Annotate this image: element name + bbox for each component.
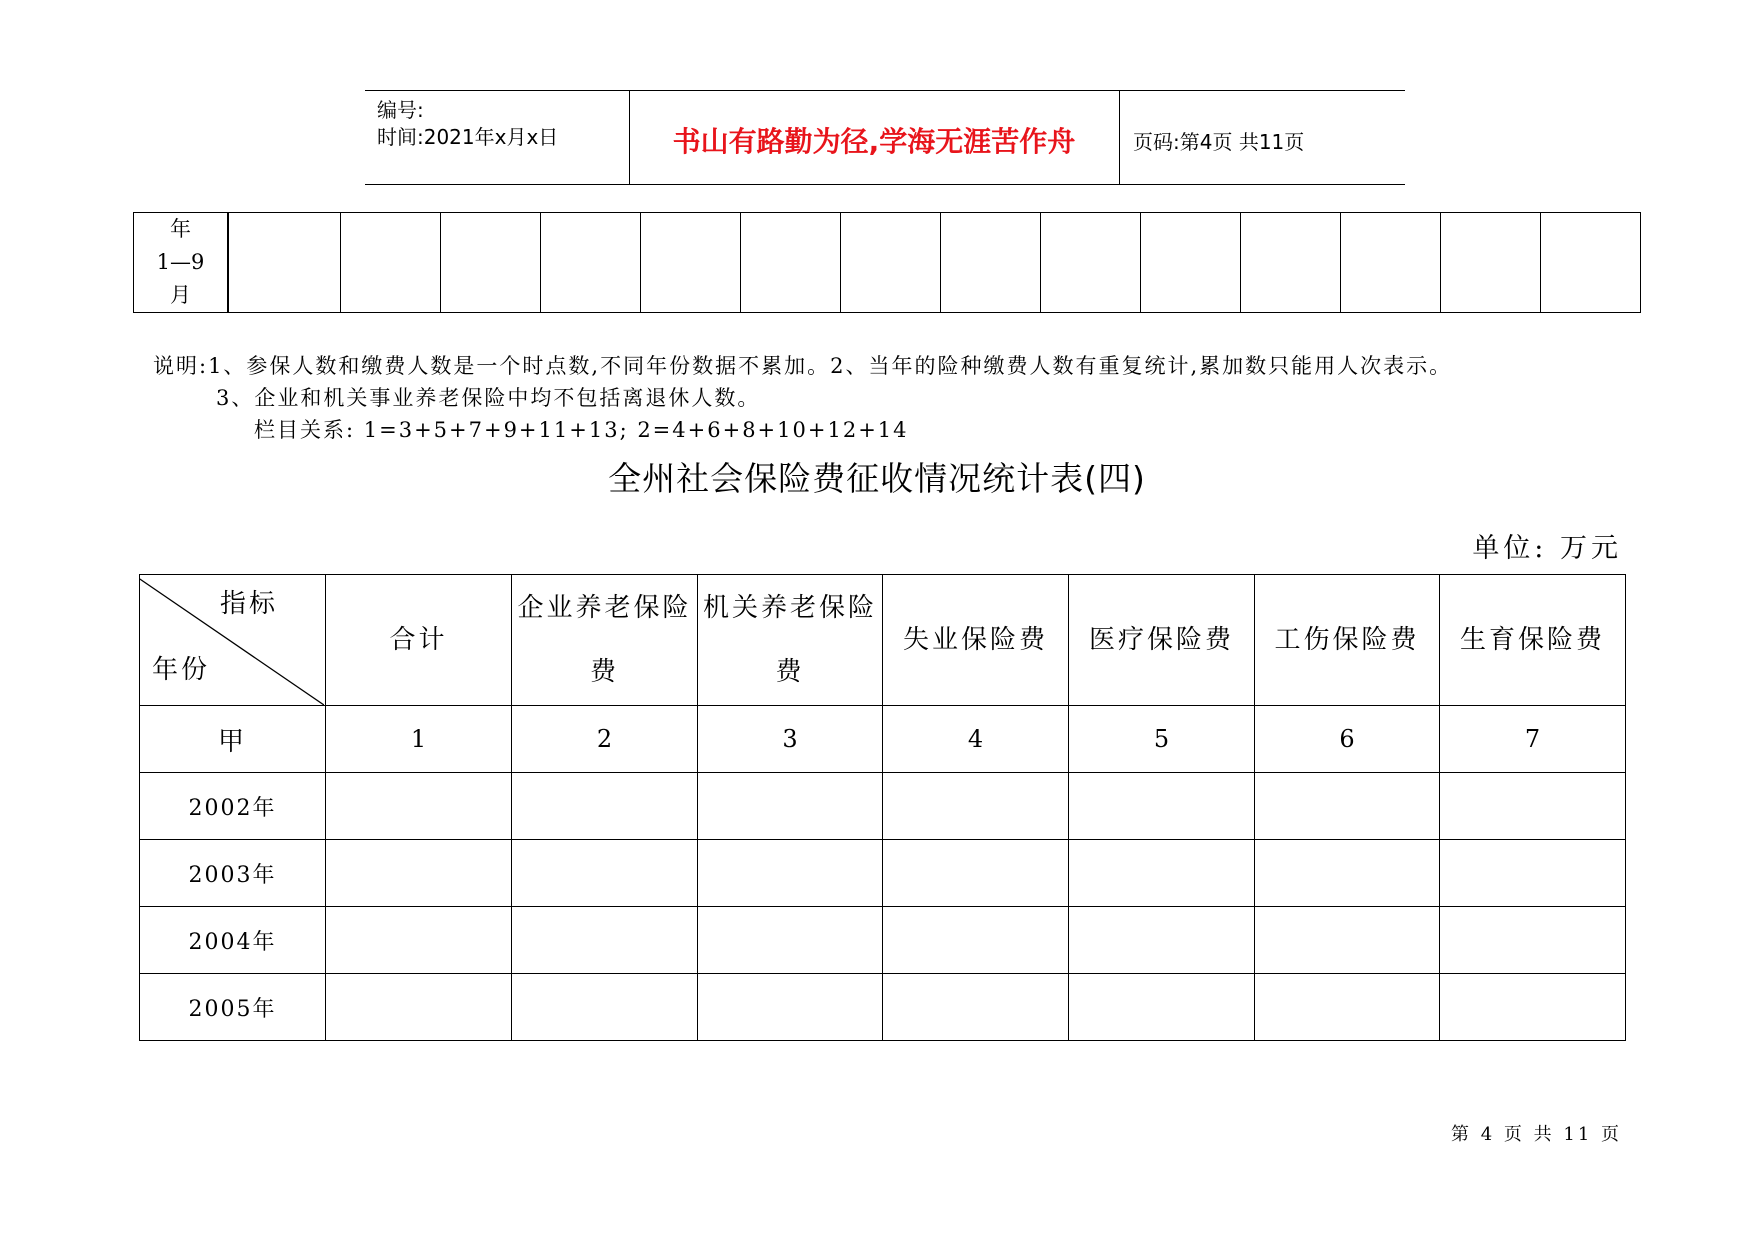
fragment-cell	[941, 213, 1041, 313]
row-label-line: 年	[170, 217, 191, 241]
data-cell	[1069, 773, 1255, 840]
fragment-table	[133, 212, 1641, 313]
data-cell	[698, 974, 883, 1041]
fragment-cell	[228, 213, 341, 313]
note-line-3: 栏目关系: 1=3+5+7+9+11+13; 2=4+6+8+10+12+14	[254, 418, 909, 442]
header-bottom-rule	[365, 184, 1405, 185]
data-cell	[1440, 773, 1626, 840]
data-cell	[698, 840, 883, 907]
row-label-line: 1—9	[156, 250, 205, 274]
fragment-cell	[1541, 213, 1641, 313]
corner-top-label: 指标	[220, 589, 279, 619]
row-label-line: 月	[170, 283, 191, 307]
header-cell: 工伤保险费	[1255, 575, 1440, 706]
index-number: 4	[883, 706, 1069, 773]
data-cell	[326, 907, 512, 974]
data-cell	[1255, 840, 1440, 907]
table-title: 全州社会保险费征收情况统计表(四)	[608, 459, 1146, 498]
time-label: 时间:2021年x月x日	[377, 125, 559, 149]
header-cell: 医疗保险费	[1069, 575, 1255, 706]
table-row	[140, 907, 1626, 974]
index-row	[140, 706, 1626, 773]
fragment-cell	[341, 213, 441, 313]
header-cell: 合计	[326, 575, 512, 706]
note-line-2: 3、企业和机关事业养老保险中均不包括离退休人数。	[216, 386, 761, 410]
header-cell: 机关养老保险费	[698, 575, 883, 706]
fragment-cell	[541, 213, 641, 313]
serial-label: 编号:	[377, 98, 424, 122]
data-cell	[326, 773, 512, 840]
fragment-cell	[641, 213, 741, 313]
index-row-label: 甲	[140, 706, 326, 773]
year-label: 2003年	[140, 840, 326, 907]
data-cell	[883, 974, 1069, 1041]
index-number: 1	[326, 706, 512, 773]
data-cell	[512, 974, 698, 1041]
data-cell	[698, 773, 883, 840]
page-code: 页码:第4页 共11页	[1133, 130, 1305, 154]
data-cell	[1440, 907, 1626, 974]
data-cell	[1069, 840, 1255, 907]
header-top-rule	[365, 90, 1405, 91]
year-label: 2004年	[140, 907, 326, 974]
header-cell: 生育保险费	[1440, 575, 1626, 706]
motto: 书山有路勤为径,学海无涯苦作舟	[672, 125, 1076, 158]
main-table	[139, 574, 1626, 1041]
data-cell	[698, 907, 883, 974]
index-number: 6	[1255, 706, 1440, 773]
data-cell	[883, 907, 1069, 974]
fragment-cell	[1441, 213, 1541, 313]
index-number: 3	[698, 706, 883, 773]
year-label: 2002年	[140, 773, 326, 840]
table-row	[140, 840, 1626, 907]
page-footer: 第 4 页 共 11 页	[1451, 1124, 1622, 1145]
table-row	[140, 974, 1626, 1041]
note-line-1: 说明:1、参保人数和缴费人数是一个时点数,不同年份数据不累加。2、当年的险种缴费人数有重复统计,累加数只能用人次表示。	[153, 354, 1453, 378]
data-cell	[1255, 773, 1440, 840]
index-number: 2	[512, 706, 698, 773]
data-cell	[326, 840, 512, 907]
data-cell	[883, 773, 1069, 840]
fragment-cell	[1241, 213, 1341, 313]
table-row	[140, 773, 1626, 840]
data-cell	[1255, 974, 1440, 1041]
fragment-cell	[1341, 213, 1441, 313]
fragment-cell	[841, 213, 941, 313]
fragment-cell	[441, 213, 541, 313]
unit-label: 单位: 万元	[1472, 533, 1622, 564]
data-cell	[1069, 974, 1255, 1041]
index-number: 7	[1440, 706, 1626, 773]
corner-cell	[140, 575, 326, 706]
fragment-row-label	[134, 213, 229, 313]
data-cell	[1069, 907, 1255, 974]
data-cell	[1440, 840, 1626, 907]
data-cell	[1440, 974, 1626, 1041]
header-row	[140, 575, 1626, 706]
fragment-row	[134, 213, 1641, 313]
data-cell	[883, 840, 1069, 907]
fragment-cell	[1041, 213, 1141, 313]
fragment-cell	[1141, 213, 1241, 313]
year-label: 2005年	[140, 974, 326, 1041]
fragment-cell	[741, 213, 841, 313]
data-cell	[512, 907, 698, 974]
corner-bottom-label: 年份	[152, 655, 211, 685]
data-cell	[512, 840, 698, 907]
header-cell: 企业养老保险费	[512, 575, 698, 706]
header-divider-2	[1119, 90, 1120, 185]
data-cell	[512, 773, 698, 840]
data-cell	[326, 974, 512, 1041]
header-cell: 失业保险费	[883, 575, 1069, 706]
index-number: 5	[1069, 706, 1255, 773]
data-cell	[1255, 907, 1440, 974]
